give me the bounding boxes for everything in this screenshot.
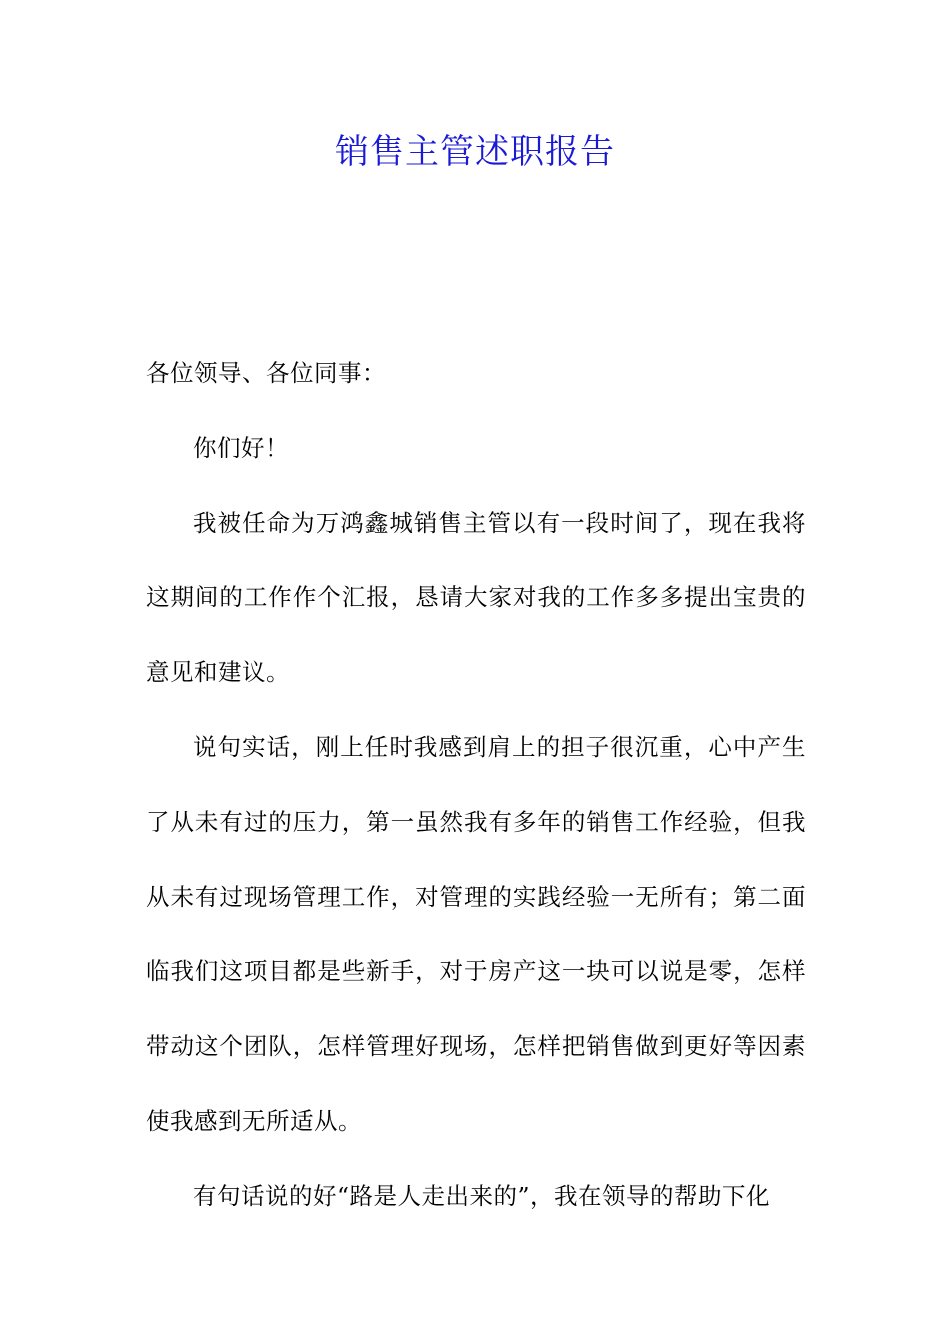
paragraph-pressure: 说句实话，刚上任时我感到肩上的担子很沉重，心中产生了从未有过的压力，第一虽然我有多年的销售工作经验，但我从未有过现场管理工作，对管理的实践经验一无所有；第二面临我们这项目都是些新手，对于房产这一块可以说是零，怎样带动这个团队，怎样管理好现场，怎样把销售做到更好等因素使我感到无所适从。 (146, 732, 806, 1135)
paragraph-road: 有句话说的好“路是人走出来的”，我在领导的帮助下化 (193, 1181, 771, 1210)
document-body (146, 336, 806, 1234)
salutation: 各位领导、各位同事： (146, 359, 386, 387)
paragraph-appointment: 我被任命为万鸿鑫城销售主管以有一段时间了，现在我将这期间的工作作个汇报，恳请大家对我的工作多多提出宝贵的意见和建议。 (146, 508, 806, 687)
document-title: 销售主管述职报告 (335, 132, 615, 172)
paragraph-greeting: 你们好！ (193, 433, 289, 462)
